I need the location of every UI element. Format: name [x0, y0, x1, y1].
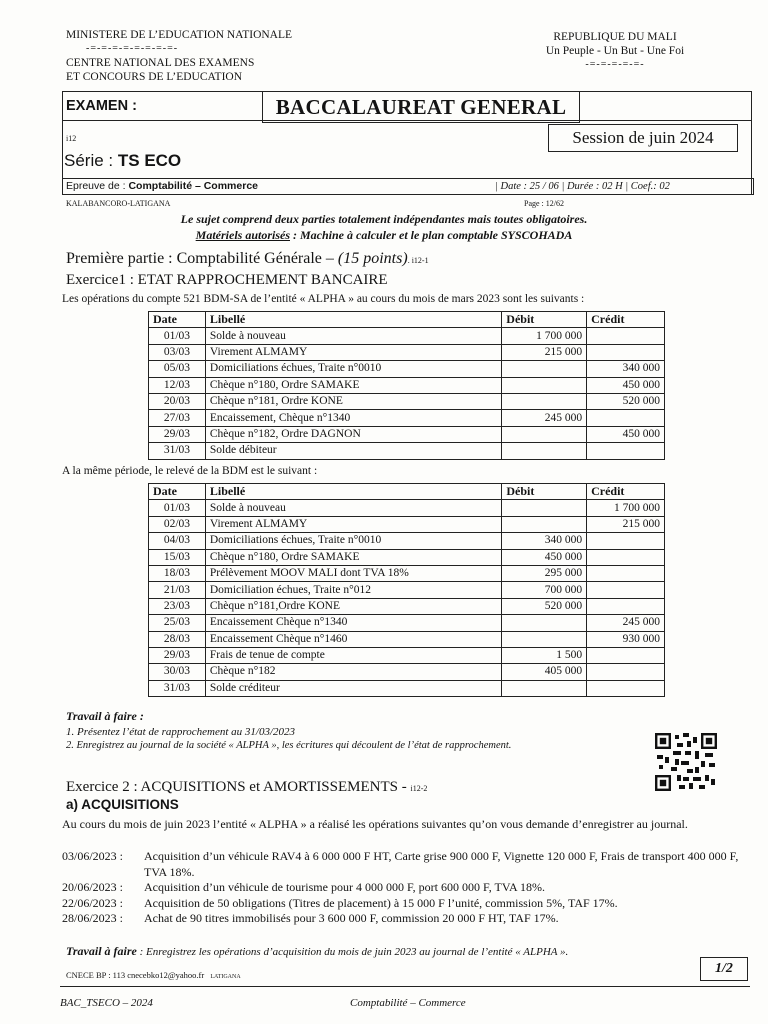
debit-cell	[502, 680, 587, 696]
label-cell: Encaissement, Chèque n°1340	[205, 410, 501, 426]
date-cell: 03/03	[149, 344, 206, 360]
operations-list	[62, 849, 752, 927]
table-row	[149, 443, 665, 459]
date-cell: 15/03	[149, 549, 206, 565]
credit-cell: 930 000	[587, 631, 665, 647]
date-cell: 25/03	[149, 615, 206, 631]
label-cell: Encaissement Chèque n°1340	[205, 615, 501, 631]
label-cell: Chèque n°182	[205, 664, 501, 680]
label-cell: Domiciliations échues, Traite n°0010	[205, 361, 501, 377]
label-cell: Virement ALMAMY	[205, 344, 501, 360]
motto-line: Un Peuple - Un But - Une Foi	[545, 45, 685, 57]
label-cell: Solde à nouveau	[205, 500, 501, 516]
credit-cell: 215 000	[587, 516, 665, 532]
label-cell: Virement ALMAMY	[205, 516, 501, 532]
debit-cell: 520 000	[502, 598, 587, 614]
date-cell: 27/03	[149, 410, 206, 426]
work-item: : Enregistrez les opérations d’acquisition du mois de juin 2023 au journal de l’entité « ALPHA ».	[136, 946, 569, 958]
date-cell: 02/03	[149, 516, 206, 532]
location: KALABANCORO-LATIGANA	[66, 199, 171, 208]
debit-cell: 215 000	[502, 344, 587, 360]
table-row	[149, 582, 665, 598]
debit-cell: 245 000	[502, 410, 587, 426]
ministry-line: MINISTERE DE L’EDUCATION NATIONALE	[66, 29, 293, 41]
date-cell: 21/03	[149, 582, 206, 598]
operation-item	[62, 911, 752, 927]
table-row	[149, 344, 665, 360]
label-cell: Solde débiteur	[205, 443, 501, 459]
part1-title	[66, 250, 429, 268]
republic-line: REPUBLIQUE DU MALI	[553, 31, 677, 43]
work-title: Travail à faire	[66, 944, 137, 958]
date-cell: 31/03	[149, 443, 206, 459]
debit-cell: 1 700 000	[502, 328, 587, 344]
footer-rule	[60, 986, 750, 987]
credit-cell	[587, 344, 665, 360]
table-row	[149, 328, 665, 344]
exam-code: i12	[66, 134, 77, 143]
date-cell: 01/03	[149, 328, 206, 344]
exam-date: | Date : 25 / 06 | Durée : 02 H | Coef.: 02	[495, 181, 670, 192]
ministry-line: ET CONCOURS DE L’EDUCATION	[66, 71, 243, 83]
acquisitions-subtitle: a) ACQUISITIONS	[66, 797, 179, 812]
table-row	[149, 598, 665, 614]
credit-cell	[587, 647, 665, 663]
work-item: 1. Présentez l’état de rapprochement au 31/03/2023	[66, 726, 296, 738]
credit-cell	[587, 410, 665, 426]
operation-item	[62, 896, 752, 912]
contact-line	[66, 970, 241, 980]
label-cell: Domiciliations échues, Traite n°0010	[205, 533, 501, 549]
debit-cell	[502, 426, 587, 442]
footer-left: BAC_TSECO – 2024	[60, 997, 153, 1009]
table-row	[149, 410, 665, 426]
serie-value: TS ECO	[117, 151, 182, 170]
separator: -=-=-=-=-=-=-=-=-	[86, 43, 179, 54]
operation-item	[62, 849, 752, 880]
operation-text: Acquisition de 50 obligations (Titres de placement) à 15 000 F l’unité, commission 5%, TAF 17%.	[144, 895, 618, 910]
intro-line: Le sujet comprend deux parties totalement indépendantes mais toutes obligatoires.	[180, 212, 588, 226]
exam-title: BACCALAUREAT GENERAL	[262, 91, 580, 123]
label-cell: Chèque n°180, Ordre SAMAKE	[205, 549, 501, 565]
debit-cell	[502, 377, 587, 393]
credit-cell	[587, 680, 665, 696]
credit-cell: 1 700 000	[587, 500, 665, 516]
exercise2-label: Exercice 2 : ACQUISITIONS et AMORTISSEMENTS -	[66, 779, 411, 795]
table-row	[149, 647, 665, 663]
table-row	[149, 500, 665, 516]
page-ref: Page : 12/62	[524, 199, 564, 208]
operation-date: 03/06/2023 :	[62, 849, 124, 863]
label-cell: Chèque n°180, Ordre SAMAKE	[205, 377, 501, 393]
label-cell: Chèque n°181,Ordre KONE	[205, 598, 501, 614]
table-row	[149, 664, 665, 680]
exercise1-intro: Les opérations du compte 521 BDM-SA de l’entité « ALPHA » au cours du mois de mars 2023 sont les suivants :	[62, 293, 585, 305]
table-row	[149, 565, 665, 581]
separator: -=-=-=-=-=-	[585, 59, 645, 70]
work-section-1	[66, 709, 511, 751]
debit-cell	[502, 631, 587, 647]
debit-cell	[502, 361, 587, 377]
ministry-header	[66, 28, 292, 84]
footer-middle: Comptabilité – Commerce	[350, 997, 466, 1009]
operation-text: Acquisition d’un véhicule RAV4 à 6 000 000 F HT, Carte grise 900 000 F, Vignette 120 000 F, Frais de transport 400 000 F, TVA 18%.	[144, 849, 739, 879]
debit-cell: 405 000	[502, 664, 587, 680]
date-cell: 12/03	[149, 377, 206, 393]
qr-code-icon	[655, 733, 717, 791]
credit-cell: 450 000	[587, 377, 665, 393]
exercise2-code: i12-2	[410, 784, 428, 793]
date-cell: 30/03	[149, 664, 206, 680]
credit-cell	[587, 565, 665, 581]
label-cell: Prélèvement MOOV MALI dont TVA 18%	[205, 565, 501, 581]
republic-header	[505, 30, 725, 72]
column-header: Libellé	[205, 312, 501, 328]
part1-points: (15 points)	[337, 250, 408, 267]
label-cell: Domiciliation échues, Traite n°012	[205, 582, 501, 598]
debit-cell: 700 000	[502, 582, 587, 598]
work-title: Travail à faire :	[66, 709, 144, 723]
date-cell: 29/03	[149, 426, 206, 442]
table-row	[149, 533, 665, 549]
bank-account-table	[148, 311, 665, 460]
work-section-2	[66, 944, 568, 959]
debit-cell	[502, 393, 587, 409]
statement-intro: A la même période, le relevé de la BDM est le suivant :	[62, 465, 318, 477]
table-row	[149, 516, 665, 532]
exam-label: EXAMEN :	[66, 98, 137, 114]
date-cell: 31/03	[149, 680, 206, 696]
credit-cell	[587, 664, 665, 680]
debit-cell: 450 000	[502, 549, 587, 565]
operation-date: 22/06/2023 :	[62, 895, 124, 910]
ministry-line: CENTRE NATIONAL DES EXAMENS	[66, 57, 255, 69]
rule	[62, 120, 752, 121]
debit-cell: 340 000	[502, 533, 587, 549]
date-cell: 01/03	[149, 500, 206, 516]
table-row	[149, 549, 665, 565]
table-row	[149, 680, 665, 696]
column-header: Crédit	[587, 312, 665, 328]
label-cell: Encaissement Chèque n°1460	[205, 631, 501, 647]
work-item: 2. Enregistrez au journal de la société « ALPHA », les écritures qui découlent de l’état de rapprochement.	[66, 740, 512, 751]
credit-cell: 450 000	[587, 426, 665, 442]
debit-cell	[502, 443, 587, 459]
epreuve-bar	[62, 178, 754, 195]
contact-small: LATIGANA	[210, 974, 241, 980]
label-cell: Chèque n°182, Ordre DAGNON	[205, 426, 501, 442]
column-header: Date	[149, 312, 206, 328]
table-row	[149, 361, 665, 377]
page-number-box: 1/2	[700, 957, 748, 981]
debit-cell	[502, 500, 587, 516]
column-header: Débit	[502, 484, 587, 500]
date-cell: 23/03	[149, 598, 206, 614]
column-header: Crédit	[587, 484, 665, 500]
bank-statement-table	[148, 483, 665, 697]
column-header: Date	[149, 484, 206, 500]
credit-cell	[587, 582, 665, 598]
debit-cell: 1 500	[502, 647, 587, 663]
contact-text: CNECE BP : 113 cnecebko12@yahoo.fr	[66, 970, 205, 980]
part1-label: Première partie : Comptabilité Générale –	[66, 250, 338, 267]
table-row	[149, 377, 665, 393]
credit-cell	[587, 443, 665, 459]
exercise2-intro: Au cours du mois de juin 2023 l’entité « ALPHA » a réalisé les opérations suivantes qu’on vous demande d’enregistrer au journal.	[62, 817, 688, 831]
date-cell: 18/03	[149, 565, 206, 581]
debit-cell	[502, 615, 587, 631]
credit-cell: 520 000	[587, 393, 665, 409]
column-header: Débit	[502, 312, 587, 328]
operation-item	[62, 880, 752, 896]
table-row	[149, 615, 665, 631]
table-row	[149, 631, 665, 647]
exercise2-title	[66, 779, 427, 796]
table-header	[149, 312, 665, 328]
debit-cell: 295 000	[502, 565, 587, 581]
debit-cell	[502, 516, 587, 532]
materials-line	[0, 228, 768, 243]
epreuve-label: Epreuve de :	[66, 180, 126, 192]
part1-code: . i12-1	[407, 256, 429, 265]
credit-cell	[587, 598, 665, 614]
date-cell: 05/03	[149, 361, 206, 377]
credit-cell: 340 000	[587, 361, 665, 377]
date-cell: 04/03	[149, 533, 206, 549]
table-row	[149, 426, 665, 442]
materials-text: : Machine à calculer et le plan comptable SYSCOHADA	[290, 228, 573, 242]
session-box: Session de juin 2024	[548, 124, 738, 152]
epreuve-value: Comptabilité – Commerce	[128, 180, 259, 192]
label-cell: Solde créditeur	[205, 680, 501, 696]
column-header: Libellé	[205, 484, 501, 500]
label-cell: Solde à nouveau	[205, 328, 501, 344]
operation-date: 28/06/2023 :	[62, 911, 124, 925]
materials-label: Matériels autorisés	[195, 228, 290, 242]
credit-cell	[587, 328, 665, 344]
serie	[64, 151, 181, 171]
date-cell: 28/03	[149, 631, 206, 647]
credit-cell	[587, 549, 665, 565]
operation-date: 20/06/2023 :	[62, 880, 124, 894]
operation-text: Acquisition d’un véhicule de tourisme pour 4 000 000 F, port 600 000 F, TVA 18%.	[144, 880, 545, 894]
label-cell: Frais de tenue de compte	[205, 647, 501, 663]
label-cell: Chèque n°181, Ordre KONE	[205, 393, 501, 409]
date-cell: 29/03	[149, 647, 206, 663]
serie-label: Série :	[64, 151, 114, 170]
table-row	[149, 393, 665, 409]
table-header	[149, 484, 665, 500]
operation-text: Achat de 90 titres immobilisés pour 3 600 000 F, commission 20 000 F HT, TAF 17%.	[144, 911, 559, 925]
credit-cell: 245 000	[587, 615, 665, 631]
date-cell: 20/03	[149, 393, 206, 409]
credit-cell	[587, 533, 665, 549]
exercise1-title: Exercice1 : ETAT RAPPROCHEMENT BANCAIRE	[66, 272, 388, 288]
